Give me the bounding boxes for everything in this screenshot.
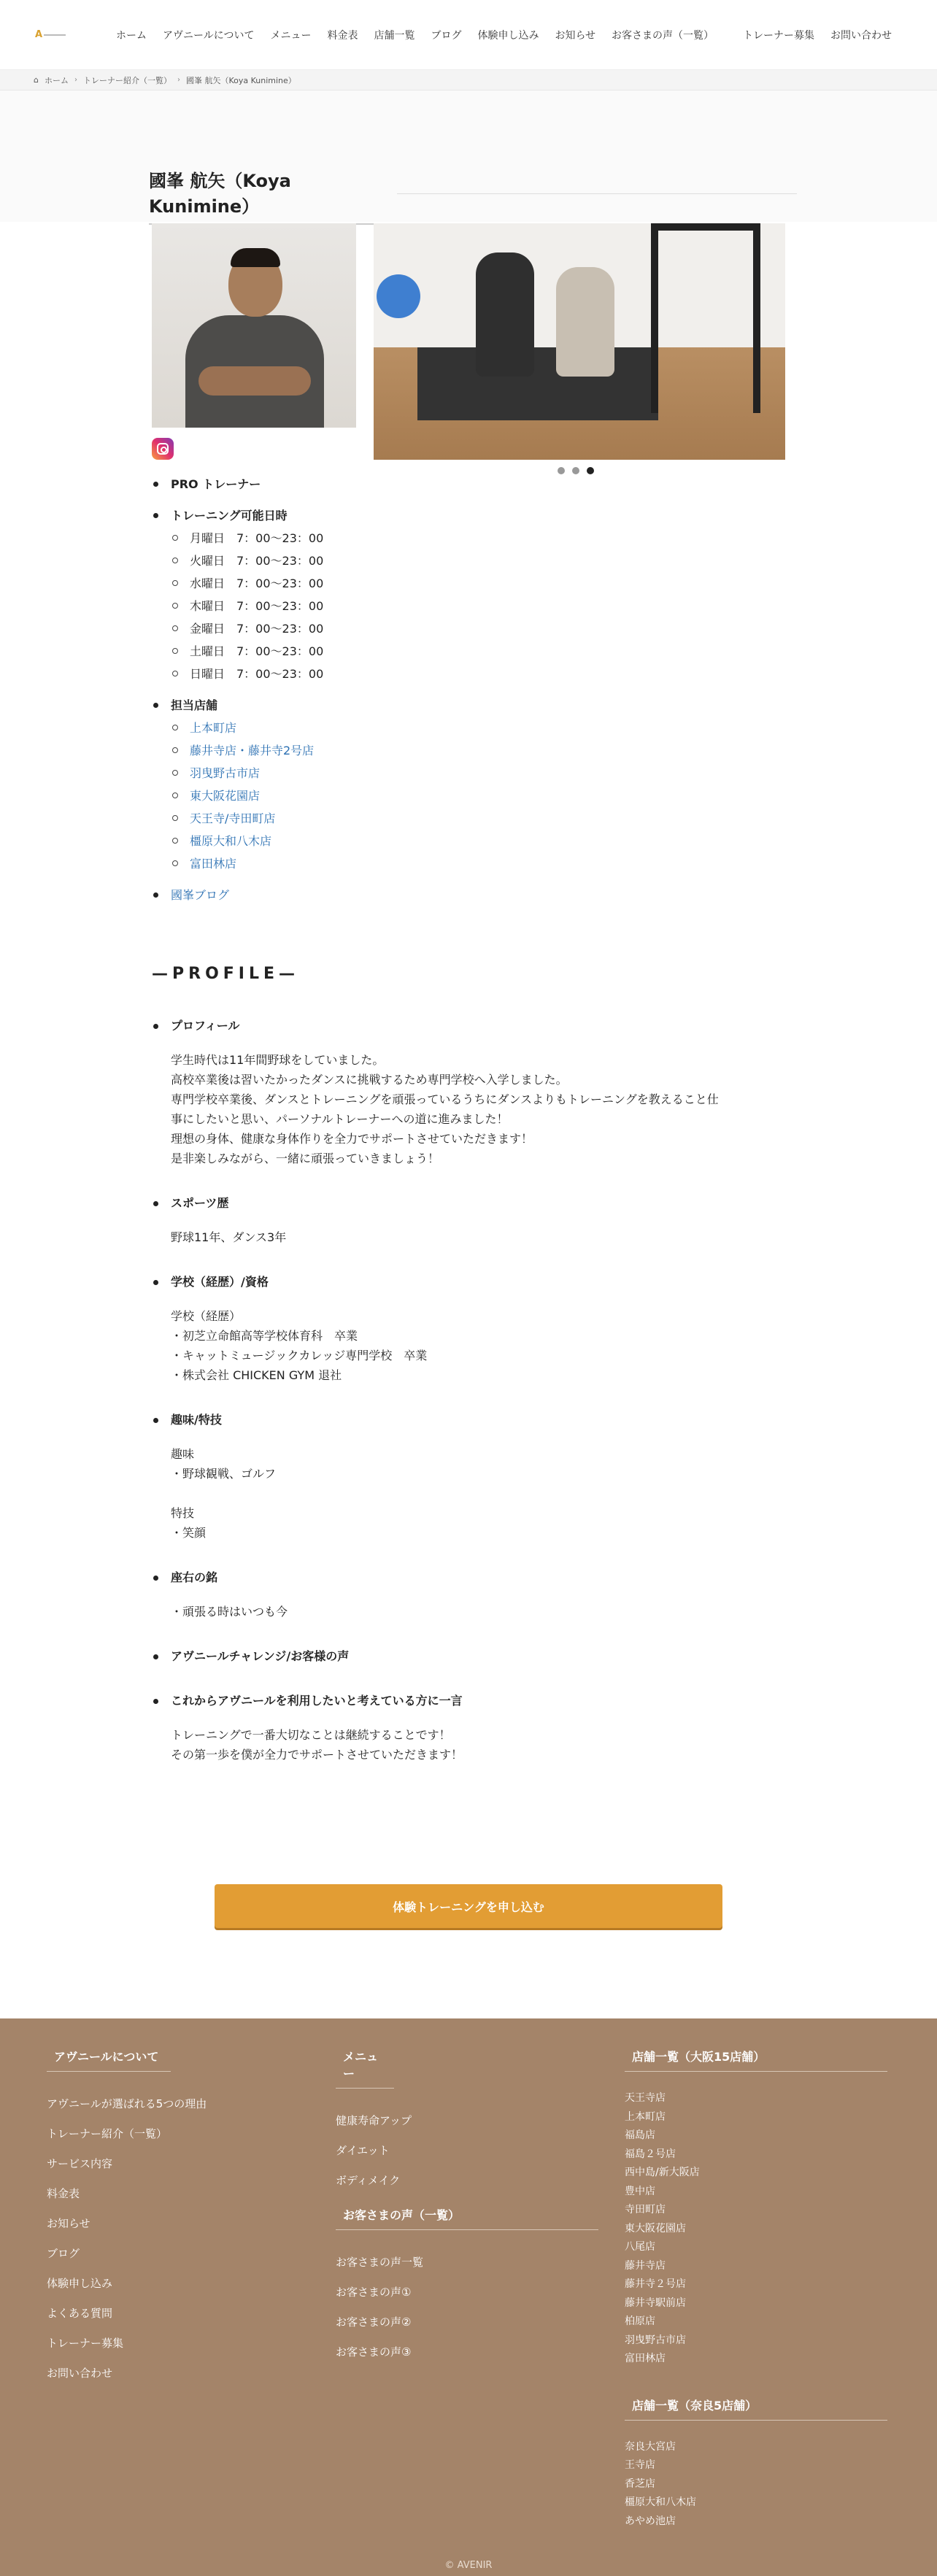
home-icon: ⌂ [34, 75, 39, 85]
footer-about-heading: アヴニールについて [47, 2048, 171, 2072]
footer-store-link[interactable]: 東大阪花園店 [625, 2222, 686, 2234]
footer-link[interactable]: サービス内容 [47, 2157, 113, 2170]
trainer-blog-link[interactable]: 國峯ブログ [152, 884, 590, 906]
chevron-right-icon: › [74, 76, 77, 84]
nav-price[interactable]: 料金表 [327, 29, 358, 42]
nav-voices[interactable]: お客さまの声（一覧） [612, 29, 714, 42]
nav-news[interactable]: お知らせ [555, 29, 596, 42]
site-header [0, 0, 937, 70]
profile-text: 学生時代は11年間野球をしていました。 高校卒業後は習いたかったダンスに挑戦するため専門学校へ入学しました。 専門学校卒業後、ダンスとトレーニングを頑張っているうちにダンスよりもトレーニングを教えること仕 事にしたいと思い、パーソナルトレーナーへの道に進みました！ 理想の身体、健康な身体作りを全力でサポートさせていただきます！ 是非楽しみながら、一緒に頑張っていきましょう！ [171, 1053, 719, 1165]
hours-item: 水曜日 7：00〜23：00 [152, 572, 590, 595]
footer-link[interactable]: 体験申し込み [47, 2277, 113, 2290]
footer-link[interactable]: ダイエット [336, 2144, 390, 2157]
trial-apply-button[interactable]: 体験トレーニングを申し込む [215, 1884, 722, 1928]
profile-sections [152, 1016, 794, 1789]
stores-label: 担当店舗 [152, 694, 590, 717]
trainer-rank: PRO トレーナー [152, 473, 590, 495]
profile-section-title: 学校（経歴）/資格 [152, 1272, 794, 1292]
footer-link[interactable]: お客さまの声③ [336, 2345, 412, 2359]
copyright: © AVENIR [444, 2560, 493, 2571]
title-area [0, 90, 937, 222]
trainer-info [152, 473, 590, 906]
footer-link[interactable]: お問い合わせ [47, 2367, 113, 2380]
footer-store-link[interactable]: 富田林店 [625, 2353, 666, 2364]
footer-link[interactable]: お客さまの声② [336, 2315, 412, 2329]
footer-store-link[interactable]: 羽曳野古市店 [625, 2334, 686, 2346]
breadcrumb-trainer-list[interactable]: トレーナー紹介（一覧） [82, 75, 171, 85]
hours-item: 月曜日 7：00〜23：00 [152, 527, 590, 549]
footer-store-link[interactable]: 奈良大宮店 [625, 2440, 676, 2453]
store-link[interactable]: 上本町店 [152, 717, 590, 739]
footer-link[interactable]: お知らせ [47, 2217, 90, 2230]
footer-store-link[interactable]: 福島店 [625, 2129, 655, 2141]
global-nav [108, 28, 900, 42]
footer-voice-heading: お客さまの声（一覧） [336, 2206, 598, 2230]
nav-about[interactable]: アヴニールについて [163, 29, 255, 42]
profile-heading: —PROFILE— [152, 965, 300, 983]
instagram-icon[interactable] [152, 438, 174, 460]
footer-store-link[interactable]: 福島２号店 [625, 2148, 676, 2160]
footer-store-link[interactable]: 上本町店 [625, 2110, 666, 2123]
footer-store-link[interactable]: 藤井寺駅前店 [625, 2297, 686, 2309]
sports-text: 野球11年、ダンス3年 [171, 1230, 287, 1244]
education-text: 学校（経歴） ・初芝立命館高等学校体育科 卒業 ・キャットミュージックカレッジ専門学校 卒業 ・株式会社 CHICKEN GYM 退社 [171, 1309, 428, 1382]
breadcrumb-home[interactable]: ホーム [44, 75, 69, 85]
footer-store-link[interactable]: 西中島/新大阪店 [625, 2167, 700, 2178]
page-title: 國峯 航矢（Koya Kunimine） [149, 166, 397, 225]
hours-item: 金曜日 7：00〜23：00 [152, 617, 590, 640]
footer-link[interactable]: 健康寿命アップ [336, 2114, 412, 2127]
hours-item: 日曜日 7：00〜23：00 [152, 663, 590, 685]
message-text: トレーニングで一番大切なことは継続することです！ その第一歩を僕が全力でサポートさせていただきます！ [171, 1728, 463, 1762]
footer-link[interactable]: お客さまの声① [336, 2286, 412, 2299]
profile-section-title: プロフィール [152, 1016, 794, 1036]
store-link[interactable]: 東大阪花園店 [152, 784, 590, 807]
footer-nara-heading: 店舗一覧（奈良5店舗） [625, 2396, 887, 2421]
profile-section-title: 座右の銘 [152, 1567, 794, 1587]
title-divider [397, 193, 797, 194]
nav-contact[interactable]: お問い合わせ [830, 29, 892, 42]
footer-store-link[interactable]: 柏原店 [625, 2315, 655, 2327]
nav-blog[interactable]: ブログ [431, 29, 462, 42]
nav-trial[interactable]: 体験申し込み [477, 29, 539, 42]
profile-section-title: これからアヴニールを利用したいと考えている方に一言 [152, 1691, 794, 1711]
footer-store-link[interactable]: 藤井寺店 [625, 2259, 666, 2272]
footer-store-link[interactable]: 香芝店 [625, 2477, 655, 2490]
footer-osaka-heading: 店舗一覧（大阪15店舗） [625, 2048, 887, 2072]
footer-link[interactable]: アヴニールが選ばれる5つの理由 [47, 2097, 207, 2110]
trainer-photo-slider[interactable] [374, 223, 785, 460]
footer-store-link[interactable]: あやめ池店 [625, 2515, 676, 2527]
footer-link[interactable]: お客さまの声一覧 [336, 2256, 424, 2269]
store-link[interactable]: 富田林店 [152, 852, 590, 875]
footer-store-link[interactable]: 橿原大和八木店 [625, 2496, 696, 2508]
hours-item: 木曜日 7：00〜23：00 [152, 595, 590, 617]
nav-recruit[interactable]: トレーナー募集 [743, 29, 815, 42]
profile-section-title: スポーツ歴 [152, 1193, 794, 1213]
footer-store-link[interactable]: 王寺店 [625, 2459, 655, 2471]
chevron-right-icon: › [177, 76, 180, 84]
profile-section-title: アヴニールチャレンジ/お客様の声 [152, 1646, 794, 1666]
footer-menu-heading: メニュー [336, 2048, 394, 2089]
footer-store-link[interactable]: 八尾店 [625, 2241, 655, 2253]
nav-home[interactable]: ホーム [116, 29, 147, 42]
footer-link[interactable]: 料金表 [47, 2187, 80, 2200]
store-link[interactable]: 天王寺/寺田町店 [152, 807, 590, 830]
hours-label: トレーニング可能日時 [152, 504, 590, 527]
footer-store-link[interactable]: 藤井寺２号店 [625, 2278, 686, 2290]
site-logo[interactable] [35, 29, 72, 41]
footer-link[interactable]: トレーナー紹介（一覧） [47, 2127, 168, 2140]
footer-stores [625, 2048, 887, 2531]
footer-link[interactable]: トレーナー募集 [47, 2337, 124, 2350]
footer-link[interactable]: よくある質問 [47, 2307, 113, 2320]
footer-store-link[interactable]: 寺田町店 [625, 2204, 666, 2216]
breadcrumb [0, 70, 937, 90]
site-footer [0, 2018, 937, 2576]
breadcrumb-current: 國峯 航矢（Koya Kunimine） [185, 75, 296, 85]
footer-store-link[interactable]: 豊中店 [625, 2185, 655, 2197]
nav-stores[interactable]: 店舗一覧 [374, 29, 415, 42]
nav-menu[interactable]: メニュー [270, 29, 312, 42]
store-link[interactable]: 羽曳野古市店 [152, 762, 590, 784]
profile-section-title: 趣味/特技 [152, 1410, 794, 1430]
hours-item: 土曜日 7：00〜23：00 [152, 640, 590, 663]
hobby-text: 趣味 ・野球観戦、ゴルフ 特技 ・笑顔 [171, 1447, 277, 1540]
trainer-portrait [152, 223, 356, 428]
footer-link[interactable]: ボディメイク [336, 2174, 401, 2187]
motto-text: ・頑張る時はいつも今 [171, 1605, 288, 1619]
hours-item: 火曜日 7：00〜23：00 [152, 549, 590, 572]
footer-link[interactable]: ブログ [47, 2247, 80, 2260]
store-link[interactable]: 藤井寺店・藤井寺2号店 [152, 739, 590, 762]
footer-menu [336, 2048, 598, 2367]
logo-mark: A [35, 29, 43, 40]
footer-about [47, 2048, 288, 2388]
store-link[interactable]: 橿原大和八木店 [152, 830, 590, 852]
footer-store-link[interactable]: 天王寺店 [625, 2092, 666, 2104]
